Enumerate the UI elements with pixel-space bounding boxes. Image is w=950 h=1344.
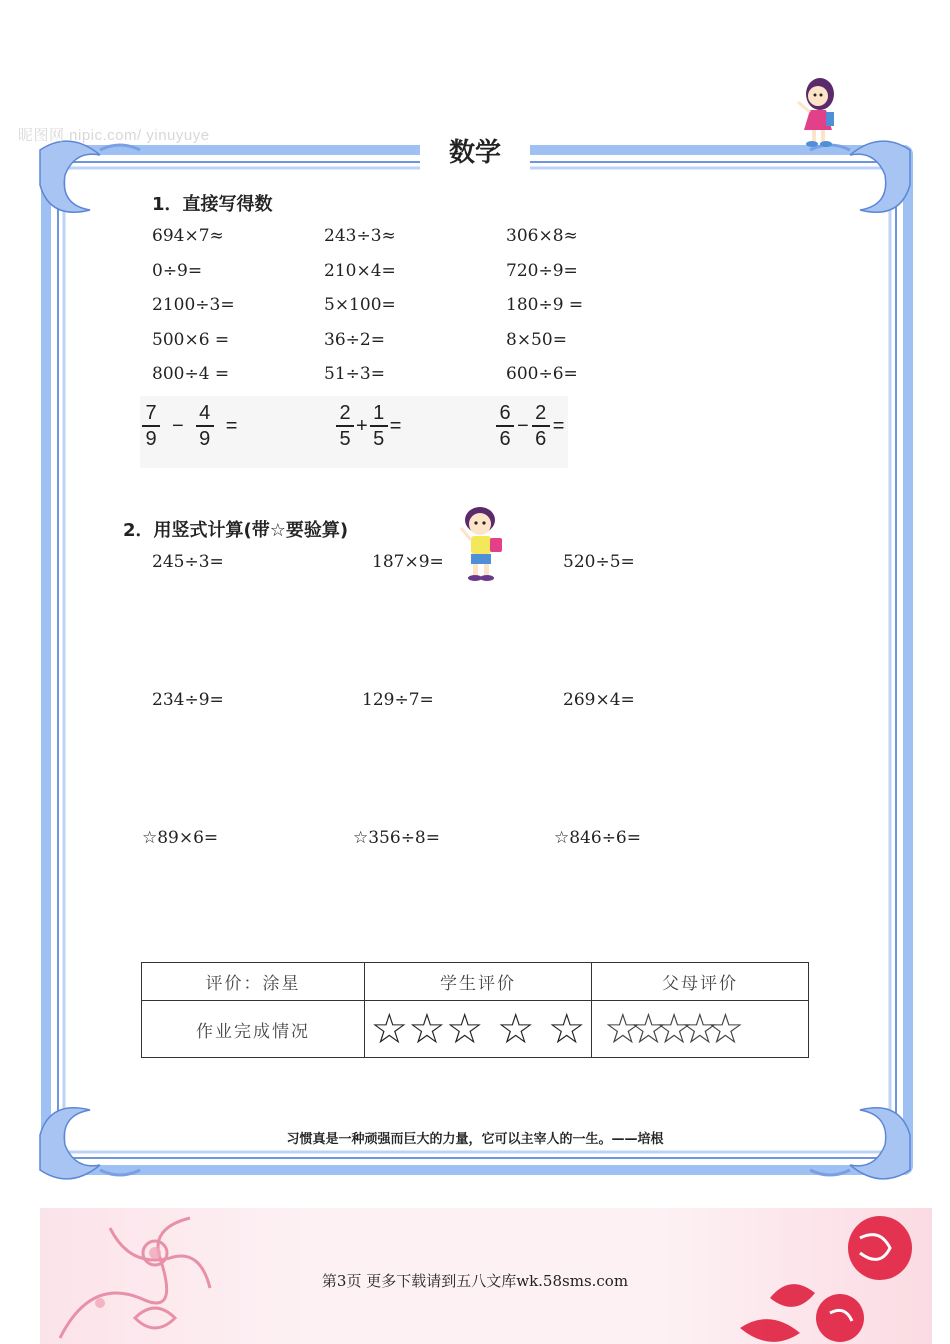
problem: 306×8≈ (506, 226, 578, 246)
problem: 180÷9 = (506, 295, 584, 315)
fraction-problem (142, 402, 237, 450)
problem: 800÷4 = (152, 364, 230, 384)
watermark: 昵图网 nipic.com/ yinuyuye (18, 127, 210, 144)
fraction (142, 402, 160, 450)
page-title: 数学 (448, 138, 501, 168)
denominator: 9 (145, 428, 157, 450)
fraction (196, 402, 214, 450)
fraction (370, 402, 388, 450)
student-eval-header: 学生评价 (365, 963, 592, 1001)
problem: 243÷3≈ (324, 226, 396, 246)
numerator: 6 (499, 402, 511, 424)
denominator: 6 (499, 428, 511, 450)
fraction (336, 402, 354, 450)
problem: 245÷3= (152, 552, 224, 572)
denominator: 9 (199, 428, 211, 450)
denominator: 5 (339, 428, 351, 450)
problem: 8×50= (506, 330, 567, 350)
star-icon[interactable]: ☆☆☆☆☆ (604, 1004, 733, 1053)
equals-sign: = (225, 414, 238, 437)
footer-text: 第3页 更多下载请到五八文库wk.58sms.com (321, 1272, 629, 1290)
problem: 500×6 = (152, 330, 230, 350)
problem: 2100÷3= (152, 295, 235, 315)
student-star-rating[interactable] (365, 1001, 592, 1058)
problem: 36÷2= (324, 330, 385, 350)
evaluation-table (141, 962, 809, 1058)
numerator: 1 (373, 402, 385, 424)
problem: 129÷7= (362, 690, 434, 710)
denominator: 6 (535, 428, 547, 450)
problem: ☆846÷6= (554, 828, 641, 848)
problem: ☆356÷8= (353, 828, 440, 848)
operator: − (172, 414, 184, 437)
problem: 520÷5= (563, 552, 635, 572)
fraction (532, 402, 550, 450)
problem: ☆89×6= (142, 828, 219, 848)
problem: 269×4= (563, 690, 635, 710)
homework-completion-label: 作业完成情况 (142, 1001, 365, 1058)
boy-cartoon-icon (456, 502, 510, 584)
equals-sign: = (552, 414, 565, 437)
problem: 0÷9= (152, 261, 203, 281)
section1-title: 1．直接写得数 (152, 194, 273, 215)
problem: 600÷6= (506, 364, 578, 384)
problem: 5×100= (324, 295, 396, 315)
parent-star-rating[interactable] (592, 1001, 809, 1058)
section2-title: 2．用竖式计算(带☆要验算) (123, 520, 349, 541)
fraction-problems (140, 396, 568, 468)
problem: 51÷3= (324, 364, 385, 384)
eval-label: 评价：涂星 (142, 963, 365, 1001)
problem: 210×4= (324, 261, 396, 281)
parent-eval-header: 父母评价 (592, 963, 809, 1001)
problem: 187×9= (372, 552, 444, 572)
operator: + (356, 414, 368, 437)
operator: − (517, 414, 529, 437)
numerator: 2 (535, 402, 547, 424)
denominator: 5 (373, 428, 385, 450)
star-icon[interactable]: ☆☆☆ ☆ ☆ (370, 1004, 586, 1053)
numerator: 4 (199, 402, 211, 424)
numerator: 2 (339, 402, 351, 424)
numerator: 7 (145, 402, 157, 424)
fraction-problem (496, 402, 564, 450)
problem: 694×7≈ (152, 226, 224, 246)
quote: 习惯真是一种顽强而巨大的力量，它可以主宰人的一生。——培根 (286, 1132, 664, 1147)
fraction (496, 402, 514, 450)
fraction-problem (336, 402, 401, 450)
problem: 234÷9= (152, 690, 224, 710)
problem: 720÷9= (506, 261, 578, 281)
equals-sign: = (389, 414, 402, 437)
